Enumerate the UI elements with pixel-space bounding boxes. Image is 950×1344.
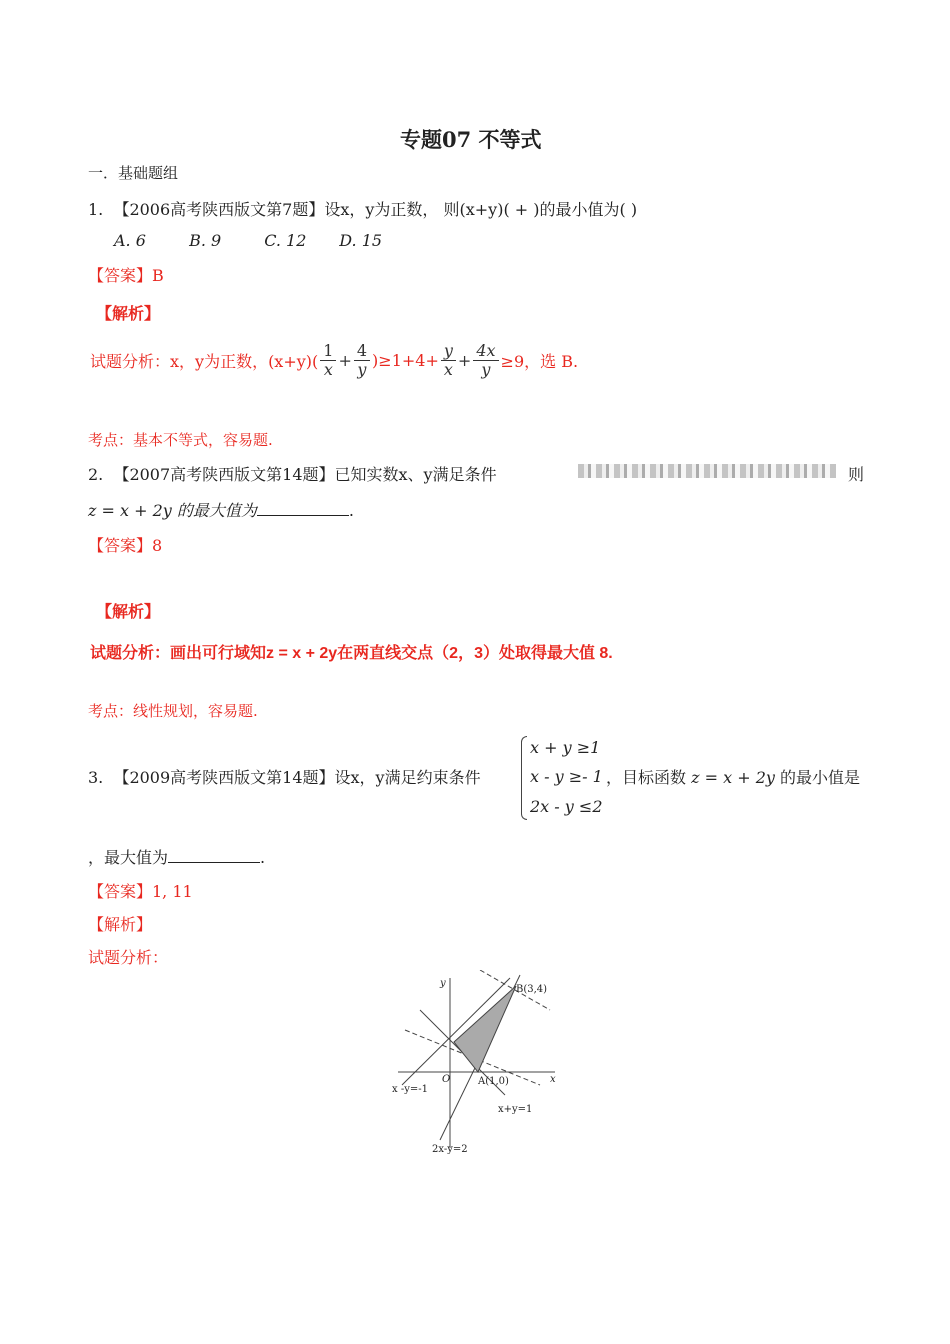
tail-text: 的最小值是 (780, 768, 861, 787)
q1-analysis-label: 【解析】 (96, 304, 161, 323)
answer-blank (257, 501, 349, 516)
option-d: D. 15 (339, 231, 383, 250)
plus-sign: + (457, 351, 472, 370)
after-text: ，目标函数 (606, 768, 687, 787)
question-number: 3. (88, 768, 104, 787)
constraint-2: x - y ≥- 1 (530, 767, 603, 786)
question-text: 设x，y为正数， 则(x+y)( + )的最小值为( ) (324, 200, 638, 219)
point-b-label: B(3,4) (516, 984, 548, 995)
point-a-label: A(1,0) (478, 1076, 509, 1087)
analysis-prefix: 试题分析：x，y为正数，(x+y)( (90, 352, 319, 371)
denominator: x (323, 360, 333, 379)
constraint-brace (521, 736, 527, 820)
question-3 (88, 765, 481, 788)
question-text: 已知实数x、y满足条件 (334, 465, 497, 484)
denominator: y (481, 360, 491, 379)
line-label-2x-minus-y: 2x-y=2 (432, 1144, 468, 1155)
numerator: 4x (473, 342, 498, 361)
section-heading: 一．基础题组 (88, 164, 179, 182)
line-label-x-minus-y: x -y=-1 (392, 1084, 428, 1095)
question-number: 1. (88, 200, 104, 219)
question-source: 【2007高考陕西版文第14题】 (113, 465, 335, 484)
analysis-suffix: ≥9，选 B. (500, 352, 579, 371)
option-c: C. 12 (264, 231, 307, 250)
numerator: 4 (354, 342, 370, 361)
numerator: 1 (320, 342, 336, 361)
feasible-region (454, 986, 516, 1072)
q1-options (114, 231, 409, 250)
q2-analysis: 试题分析：画出可行域知z = x + 2y在两直线交点（2，3）处取得最大值 8. (90, 645, 613, 662)
q1-keypoint: 考点：基本不等式，容易题. (88, 431, 273, 449)
question-number: 2. (88, 465, 104, 484)
q2-keypoint: 考点：线性规划，容易题. (88, 702, 258, 720)
objective-function: z = x + 2y (691, 768, 775, 787)
fraction (354, 342, 370, 379)
feasible-region-graph (390, 970, 570, 1155)
page-title: 专题07 不等式 (400, 127, 542, 152)
option-b: B. 9 (189, 231, 222, 250)
q3-line2 (88, 845, 265, 868)
line2-text: ，最大值为 (88, 848, 169, 867)
fraction (441, 342, 456, 379)
q1-answer: 【答案】B (88, 266, 164, 285)
blurred-constraints-image (578, 464, 836, 478)
y-axis-label: y (440, 978, 446, 989)
fraction (320, 342, 336, 379)
option-a: A. 6 (114, 231, 146, 250)
fraction (473, 342, 498, 379)
q1-analysis (90, 342, 578, 379)
question-text: 设x，y满足约束条件 (334, 768, 481, 787)
answer-blank (168, 848, 260, 863)
constraint-1: x + y ≥1 (530, 738, 601, 757)
period: . (260, 848, 266, 867)
analysis-mid: )≥1+4+ (372, 351, 439, 370)
q3-answer: 【答案】1, 11 (88, 882, 193, 901)
q3-after (606, 765, 860, 788)
question-2 (88, 462, 497, 485)
question-1 (88, 197, 637, 220)
q2-line2 (88, 498, 354, 521)
constraint-3: 2x - y ≤2 (530, 797, 603, 816)
q3-analysis-label: 【解析】 (88, 915, 153, 934)
plus-sign: + (338, 351, 352, 370)
origin-label: O (442, 1074, 451, 1085)
q2-analysis-label: 【解析】 (96, 602, 161, 621)
question-source: 【2006高考陕西版文第7题】 (113, 200, 325, 219)
question-expression: z = x + 2y 的最大值为 (88, 501, 257, 520)
line-label-x-plus-y: x+y=1 (498, 1104, 533, 1115)
denominator: y (357, 360, 367, 379)
q3-analysis: 试题分析： (88, 948, 169, 967)
q2-then: 则 (848, 465, 865, 484)
denominator: x (443, 360, 453, 379)
x-axis-label: x (550, 1074, 556, 1085)
question-source: 【2009高考陕西版文第14题】 (113, 768, 335, 787)
period: . (348, 501, 355, 520)
q2-answer: 【答案】8 (88, 536, 163, 555)
numerator: y (441, 342, 456, 361)
